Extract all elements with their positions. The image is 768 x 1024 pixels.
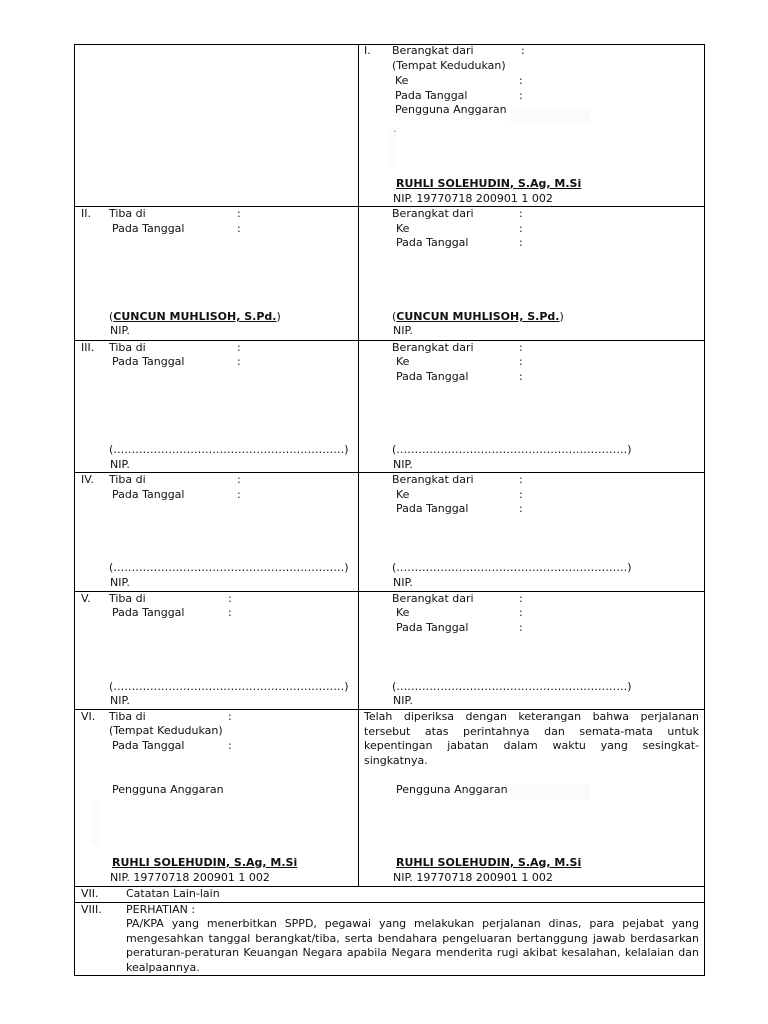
colon: :: [228, 606, 232, 619]
berangkat-dari-label: Berangkat dari: [392, 473, 474, 486]
row-numeral: V.: [81, 592, 91, 605]
verification-statement: Telah diperiksa dengan keterangan bahwa perjalanan tersebut atas perintahnya dan semata-mata untuk kepentingan jabatan dalam waktu yang sesingkat-singkatnya.: [364, 710, 699, 767]
row-numeral: VI.: [81, 710, 96, 723]
stamp-trace: [91, 800, 99, 844]
signer-nip: NIP.: [393, 324, 413, 337]
colon: :: [519, 74, 523, 87]
colon: :: [237, 207, 241, 220]
colon: :: [519, 488, 523, 501]
colon: :: [519, 621, 523, 634]
colon: :: [519, 592, 523, 605]
stamp-trace: [510, 108, 590, 124]
colon: :: [519, 606, 523, 619]
signer-nip: NIP.: [393, 576, 413, 589]
signer-name: (CUNCUN MUHLISOH, S.Pd.): [109, 310, 281, 323]
colon: :: [228, 592, 232, 605]
ke-label: Ke: [396, 222, 410, 235]
signer-name: (CUNCUN MUHLISOH, S.Pd.): [392, 310, 564, 323]
pada-tanggal-label: Pada Tanggal: [112, 222, 185, 235]
signature-line: (………………………………………………………): [109, 443, 349, 456]
colon: :: [237, 341, 241, 354]
colon: :: [519, 341, 523, 354]
colon: :: [519, 370, 523, 383]
official-nip: NIP. 19770718 200901 1 002: [393, 871, 553, 884]
catatan-label: Catatan Lain-lain: [126, 887, 220, 900]
signature-line: (………………………………………………………): [392, 561, 632, 574]
colon: :: [519, 207, 523, 220]
colon: :: [237, 222, 241, 235]
pengguna-anggaran-label: Pengguna Anggaran: [395, 103, 507, 116]
row-numeral: IV.: [81, 473, 94, 486]
ke-label: Ke: [396, 606, 410, 619]
tiba-di-label: Tiba di: [109, 341, 146, 354]
signer-nip: NIP.: [393, 694, 413, 707]
row-numeral: VIII.: [81, 903, 102, 916]
row-divider: [74, 340, 705, 341]
signature-line: (………………………………………………………): [109, 561, 349, 574]
berangkat-dari-label: Berangkat dari: [392, 44, 474, 57]
perhatian-label: PERHATIAN :: [126, 903, 196, 916]
official-name: RUHLI SOLEHUDIN, S.Ag, M.Si: [112, 856, 298, 869]
pada-tanggal-label: Pada Tanggal: [112, 739, 185, 752]
colon: :: [519, 502, 523, 515]
colon: :: [519, 89, 523, 102]
official-nip: NIP. 19770718 200901 1 002: [393, 192, 553, 205]
signer-nip: NIP.: [110, 694, 130, 707]
tempat-kedudukan-label: (Tempat Kedudukan): [109, 724, 223, 737]
row-divider: [74, 206, 705, 207]
signer-nip: NIP.: [110, 324, 130, 337]
berangkat-dari-label: Berangkat dari: [392, 207, 474, 220]
tempat-kedudukan-label: (Tempat Kedudukan): [392, 59, 506, 72]
pengguna-anggaran-label: Pengguna Anggaran: [396, 783, 508, 796]
colon: :: [519, 355, 523, 368]
colon: :: [237, 473, 241, 486]
signer-nip: NIP.: [110, 458, 130, 471]
signer-nip: NIP.: [393, 458, 413, 471]
ke-label: Ke: [396, 355, 410, 368]
colon: :: [521, 44, 525, 57]
colon: :: [228, 710, 232, 723]
official-name: RUHLI SOLEHUDIN, S.Ag, M.Si: [396, 177, 582, 190]
signature-line: (………………………………………………………): [392, 680, 632, 693]
berangkat-dari-label: Berangkat dari: [392, 592, 474, 605]
row-numeral: III.: [81, 341, 95, 354]
pada-tanggal-label: Pada Tanggal: [396, 621, 469, 634]
pada-tanggal-label: Pada Tanggal: [396, 370, 469, 383]
official-nip: NIP. 19770718 200901 1 002: [110, 871, 270, 884]
tiba-di-label: Tiba di: [109, 207, 146, 220]
colon: :: [228, 739, 232, 752]
ke-label: Ke: [395, 74, 409, 87]
colon: :: [237, 488, 241, 501]
row-divider: [74, 472, 705, 473]
row-divider: [74, 591, 705, 592]
colon: :: [237, 355, 241, 368]
stamp-dot: .: [393, 122, 397, 135]
colon: :: [519, 473, 523, 486]
row-numeral: II.: [81, 207, 91, 220]
tiba-di-label: Tiba di: [109, 710, 146, 723]
pada-tanggal-label: Pada Tanggal: [395, 89, 468, 102]
pada-tanggal-label: Pada Tanggal: [112, 488, 185, 501]
row-numeral: VII.: [81, 887, 99, 900]
pada-tanggal-label: Pada Tanggal: [112, 606, 185, 619]
signer-nip: NIP.: [110, 576, 130, 589]
pada-tanggal-label: Pada Tanggal: [112, 355, 185, 368]
signature-line: (………………………………………………………): [392, 443, 632, 456]
colon: :: [519, 236, 523, 249]
tiba-di-label: Tiba di: [109, 473, 146, 486]
row-numeral: I.: [364, 44, 371, 57]
stamp-trace: [510, 784, 590, 800]
perhatian-text: PA/KPA yang menerbitkan SPPD, pegawai yang melakukan perjalanan dinas, para pejabat yang mengesahkan tanggal berangkat/tiba, serta bendahara pengeluaran bertanggung jawab berdasarkan peraturan-peraturan Keuangan Negara apabila Negara menderita rugi akibat kesalahan, kelalaian dan kealpaannya.: [126, 917, 699, 974]
sppd-back-table: [74, 44, 705, 976]
tiba-di-label: Tiba di: [109, 592, 146, 605]
column-divider: [358, 44, 359, 886]
colon: :: [519, 222, 523, 235]
signature-line: (………………………………………………………): [109, 680, 349, 693]
berangkat-dari-label: Berangkat dari: [392, 341, 474, 354]
pengguna-anggaran-label: Pengguna Anggaran: [112, 783, 224, 796]
ke-label: Ke: [396, 488, 410, 501]
official-name: RUHLI SOLEHUDIN, S.Ag, M.Si: [396, 856, 582, 869]
pada-tanggal-label: Pada Tanggal: [396, 236, 469, 249]
pada-tanggal-label: Pada Tanggal: [396, 502, 469, 515]
